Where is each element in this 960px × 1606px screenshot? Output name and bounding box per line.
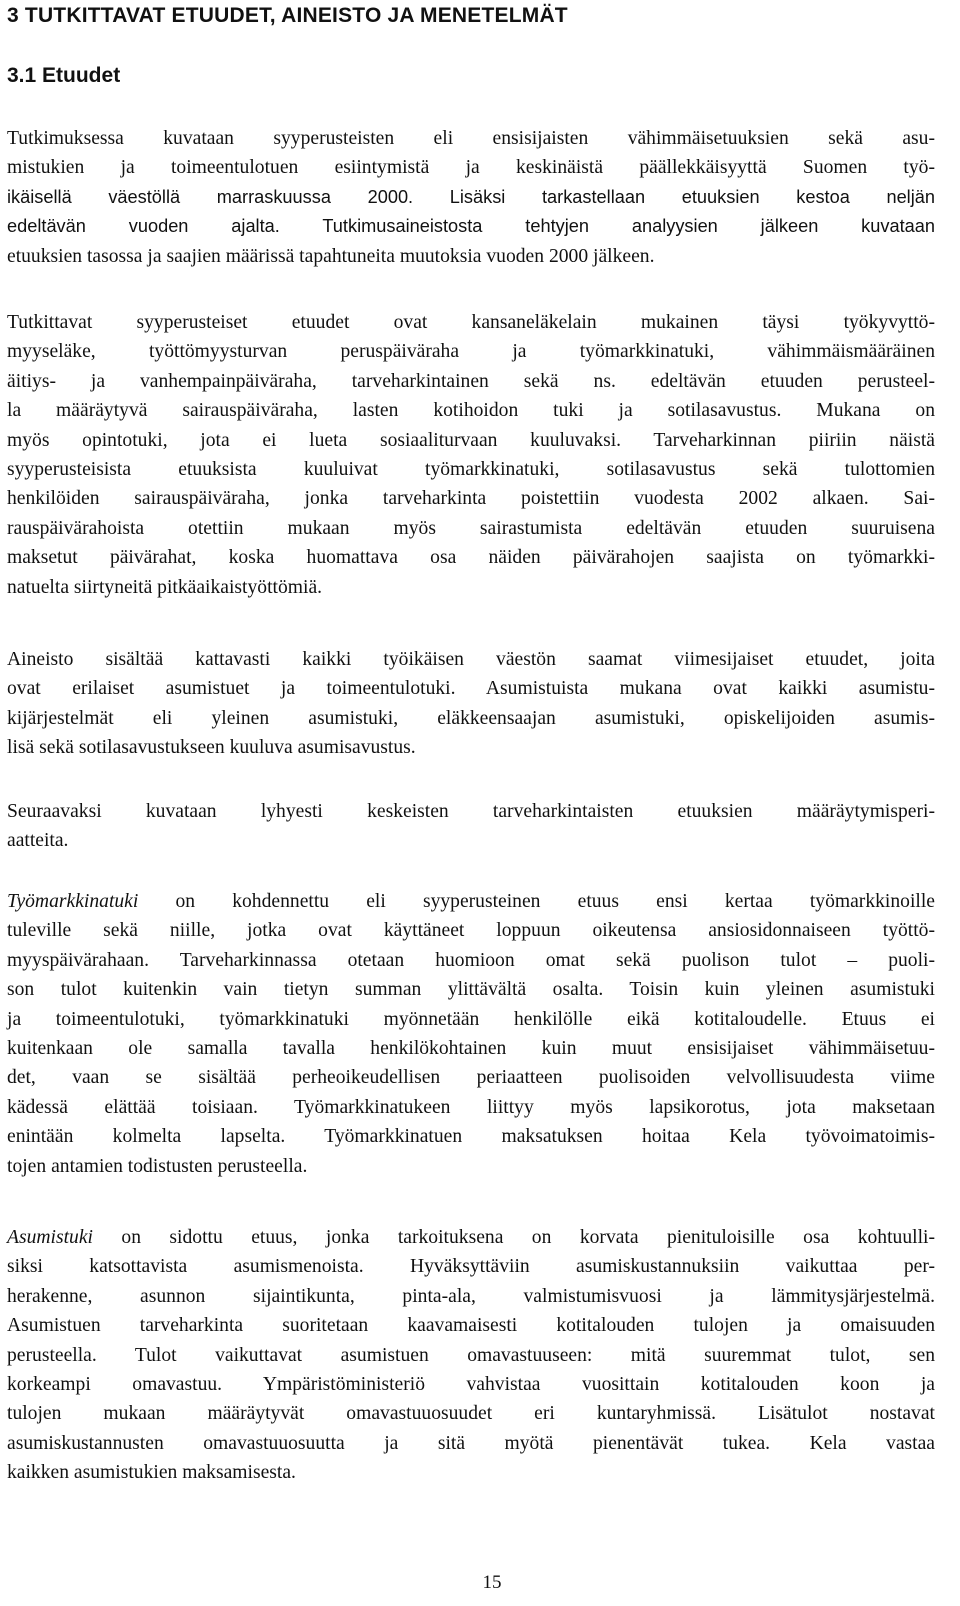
text-line: Tutkimuksessa kuvataan syyperusteisten eli ensisijaisten vähimmäisetuuksien sekä asu- xyxy=(7,128,935,149)
text-line: henkilöiden sairauspäiväraha, jonka tarveharkinta poistettiin vuodesta 2002 alkaen. Sai- xyxy=(7,488,935,510)
page-number: 15 xyxy=(482,1572,502,1593)
text-line: kuitenkaan ole samalla tavalla henkilökohtainen kuin muut ensisijaiset vähimmäisetuu- xyxy=(7,1038,935,1060)
section-heading: 3.1 Etuudet xyxy=(7,64,121,87)
text-line: ikäisellä väestöllä marraskuussa 2000. Lisäksi tarkastellaan etuuksien kestoa neljän xyxy=(7,186,935,207)
paragraph-data xyxy=(7,645,935,763)
text-line: myyseläke, työttömyysturvan peruspäiväraha ja työmarkkinatuki, vähimmäismääräinen xyxy=(7,341,935,363)
text-line: kijärjestelmät eli yleinen asumistuki, eläkkeensaajan asumistuki, opiskelijoiden asumis- xyxy=(7,707,935,729)
text-line: la määräytyvä sairauspäiväraha, lasten kotihoidon tuki ja sotilasavustus. Mukana on xyxy=(7,400,935,422)
text-line: äitiys- ja vanhempainpäiväraha, tarveharkintainen sekä ns. edeltävän etuuden perusteel- xyxy=(7,370,935,392)
text-line: perusteella. Tulot vaikuttavat asumistuen omavastuuseen: mitä suuremmat tulot, sen xyxy=(7,1344,935,1366)
text-line: Seuraavaksi kuvataan lyhyesti keskeisten tarveharkintaisten etuuksien määräytymisperi- xyxy=(7,801,935,822)
text-line: korkeampi omavastuu. Ympäristöministeriö vahvistaa vuosittain kotitalouden koon ja xyxy=(7,1374,935,1396)
text-line: son tulot kuitenkin vain tietyn summan ylittävältä osalta. Toisin kuin yleinen asumistuki xyxy=(7,979,935,1001)
text-line: enintään kolmelta lapselta. Työmarkkinatuen maksatuksen hoitaa Kela työvoimatoimis- xyxy=(7,1126,935,1148)
text-line: natuelta siirtyneitä pitkäaikaistyöttömiä. xyxy=(7,576,323,598)
text-line: myös opintotuki, jota ei lueta sosiaaliturvaan kuuluvaksi. Tarveharkinnan piiriin näistä xyxy=(7,429,935,451)
text-line: mistukien ja toimeentulotuen esiintymistä ja keskinäistä päällekkäisyyttä Suomen työ- xyxy=(7,157,935,179)
text-line: kaikken asumistukien maksamisesta. xyxy=(7,1462,296,1484)
text-line xyxy=(7,887,935,916)
text-line: ovat erilaiset asumistuet ja toimeentulotuki. Asumistuista mukana ovat kaikki asumistu- xyxy=(7,678,935,700)
text-line: asumiskustannusten omavastuuosuutta ja sitä myötä pienentävät tukea. Kela vastaa xyxy=(7,1432,935,1454)
paragraph-intro xyxy=(7,124,935,271)
paragraph-next xyxy=(7,797,935,856)
paragraph-housing-allowance xyxy=(7,1223,935,1488)
text-line: tuleville sekä niille, jotka ovat käyttäneet loppuun oikeutensa ansiosidonnaiseen työttö- xyxy=(7,920,935,942)
term-asumistuki: Asumistuki xyxy=(7,1227,93,1248)
text-line: aatteita. xyxy=(7,830,69,852)
text-line: myyspäivärahaan. Tarveharkinnassa otetaan huomioon omat sekä puolison tulot – puoli- xyxy=(7,949,935,971)
term-tyomarkkinatuki: Työmarkkinatuki xyxy=(7,891,139,912)
text-line: herakenne, asunnon sijaintikunta, pinta-ala, valmistumisvuosi ja lämmitysjärjestelmä. xyxy=(7,1285,935,1307)
text-line: siksi katsottavista asumismenoista. Hyväksyttäviin asumiskustannuksiin vaikuttaa per- xyxy=(7,1256,935,1278)
text-line: maksetut päivärahat, koska huomattava osa näiden päivärahojen saajista on työmarkki- xyxy=(7,547,935,569)
text-line: etuuksien tasossa ja saajien määrissä tapahtuneita muutoksia vuoden 2000 jälkeen. xyxy=(7,245,655,267)
text-line: syyperusteisista etuuksista kuuluivat työmarkkinatuki, sotilasavustus sekä tulottomien xyxy=(7,459,935,481)
text-line: ja toimeentulotuki, työmarkkinatuki myönnetään henkilölle eikä kotitaloudelle. Etuus ei xyxy=(7,1008,935,1030)
text-line: Aineisto sisältää kattavasti kaikki työikäisen väestön saamat viimesijaiset etuudet, joita xyxy=(7,649,935,670)
text-line: tojen antamien todistusten perusteella. xyxy=(7,1155,308,1177)
text-line: edeltävän vuoden ajalta. Tutkimusaineistosta tehtyjen analyysien jälkeen kuvataan xyxy=(7,216,935,237)
text-span: on sidottu etuus, jonka tarkoituksena on korvata pienituloisille osa kohtuulli- xyxy=(93,1227,935,1248)
text-line: Asumistuen tarveharkinta suoritetaan kaavamaisesti kotitalouden tulojen ja omaisuuden xyxy=(7,1315,935,1337)
text-line: det, vaan se sisältää perheoikeudellisen periaatteen puolisoiden velvollisuudesta viime xyxy=(7,1067,935,1089)
text-line xyxy=(7,1223,935,1252)
text-line: Tutkittavat syyperusteiset etuudet ovat kansaneläkelain mukainen täysi työkyvyttö- xyxy=(7,312,935,333)
paragraph-labour-market-subsidy xyxy=(7,887,935,1181)
text-line: lisä sekä sotilasavustukseen kuuluva asumisavustus. xyxy=(7,737,416,759)
text-span: on kohdennettu eli syyperusteinen etuus ensi kertaa työmarkkinoille xyxy=(138,891,935,912)
text-line: kädessä elättää toisiaan. Työmarkkinatukeen liittyy myös lapsikorotus, jota maksetaan xyxy=(7,1096,935,1118)
text-line: tulojen mukaan määräytyvät omavastuuosuudet eri kuntaryhmissä. Lisätulot nostavat xyxy=(7,1403,935,1425)
paragraph-benefits xyxy=(7,308,935,602)
text-line: rauspäivärahoista otettiin mukaan myös sairastumista edeltävän etuuden suuruisena xyxy=(7,517,935,539)
chapter-heading: 3 TUTKITTAVAT ETUUDET, AINEISTO JA MENETELMÄT xyxy=(7,4,568,27)
